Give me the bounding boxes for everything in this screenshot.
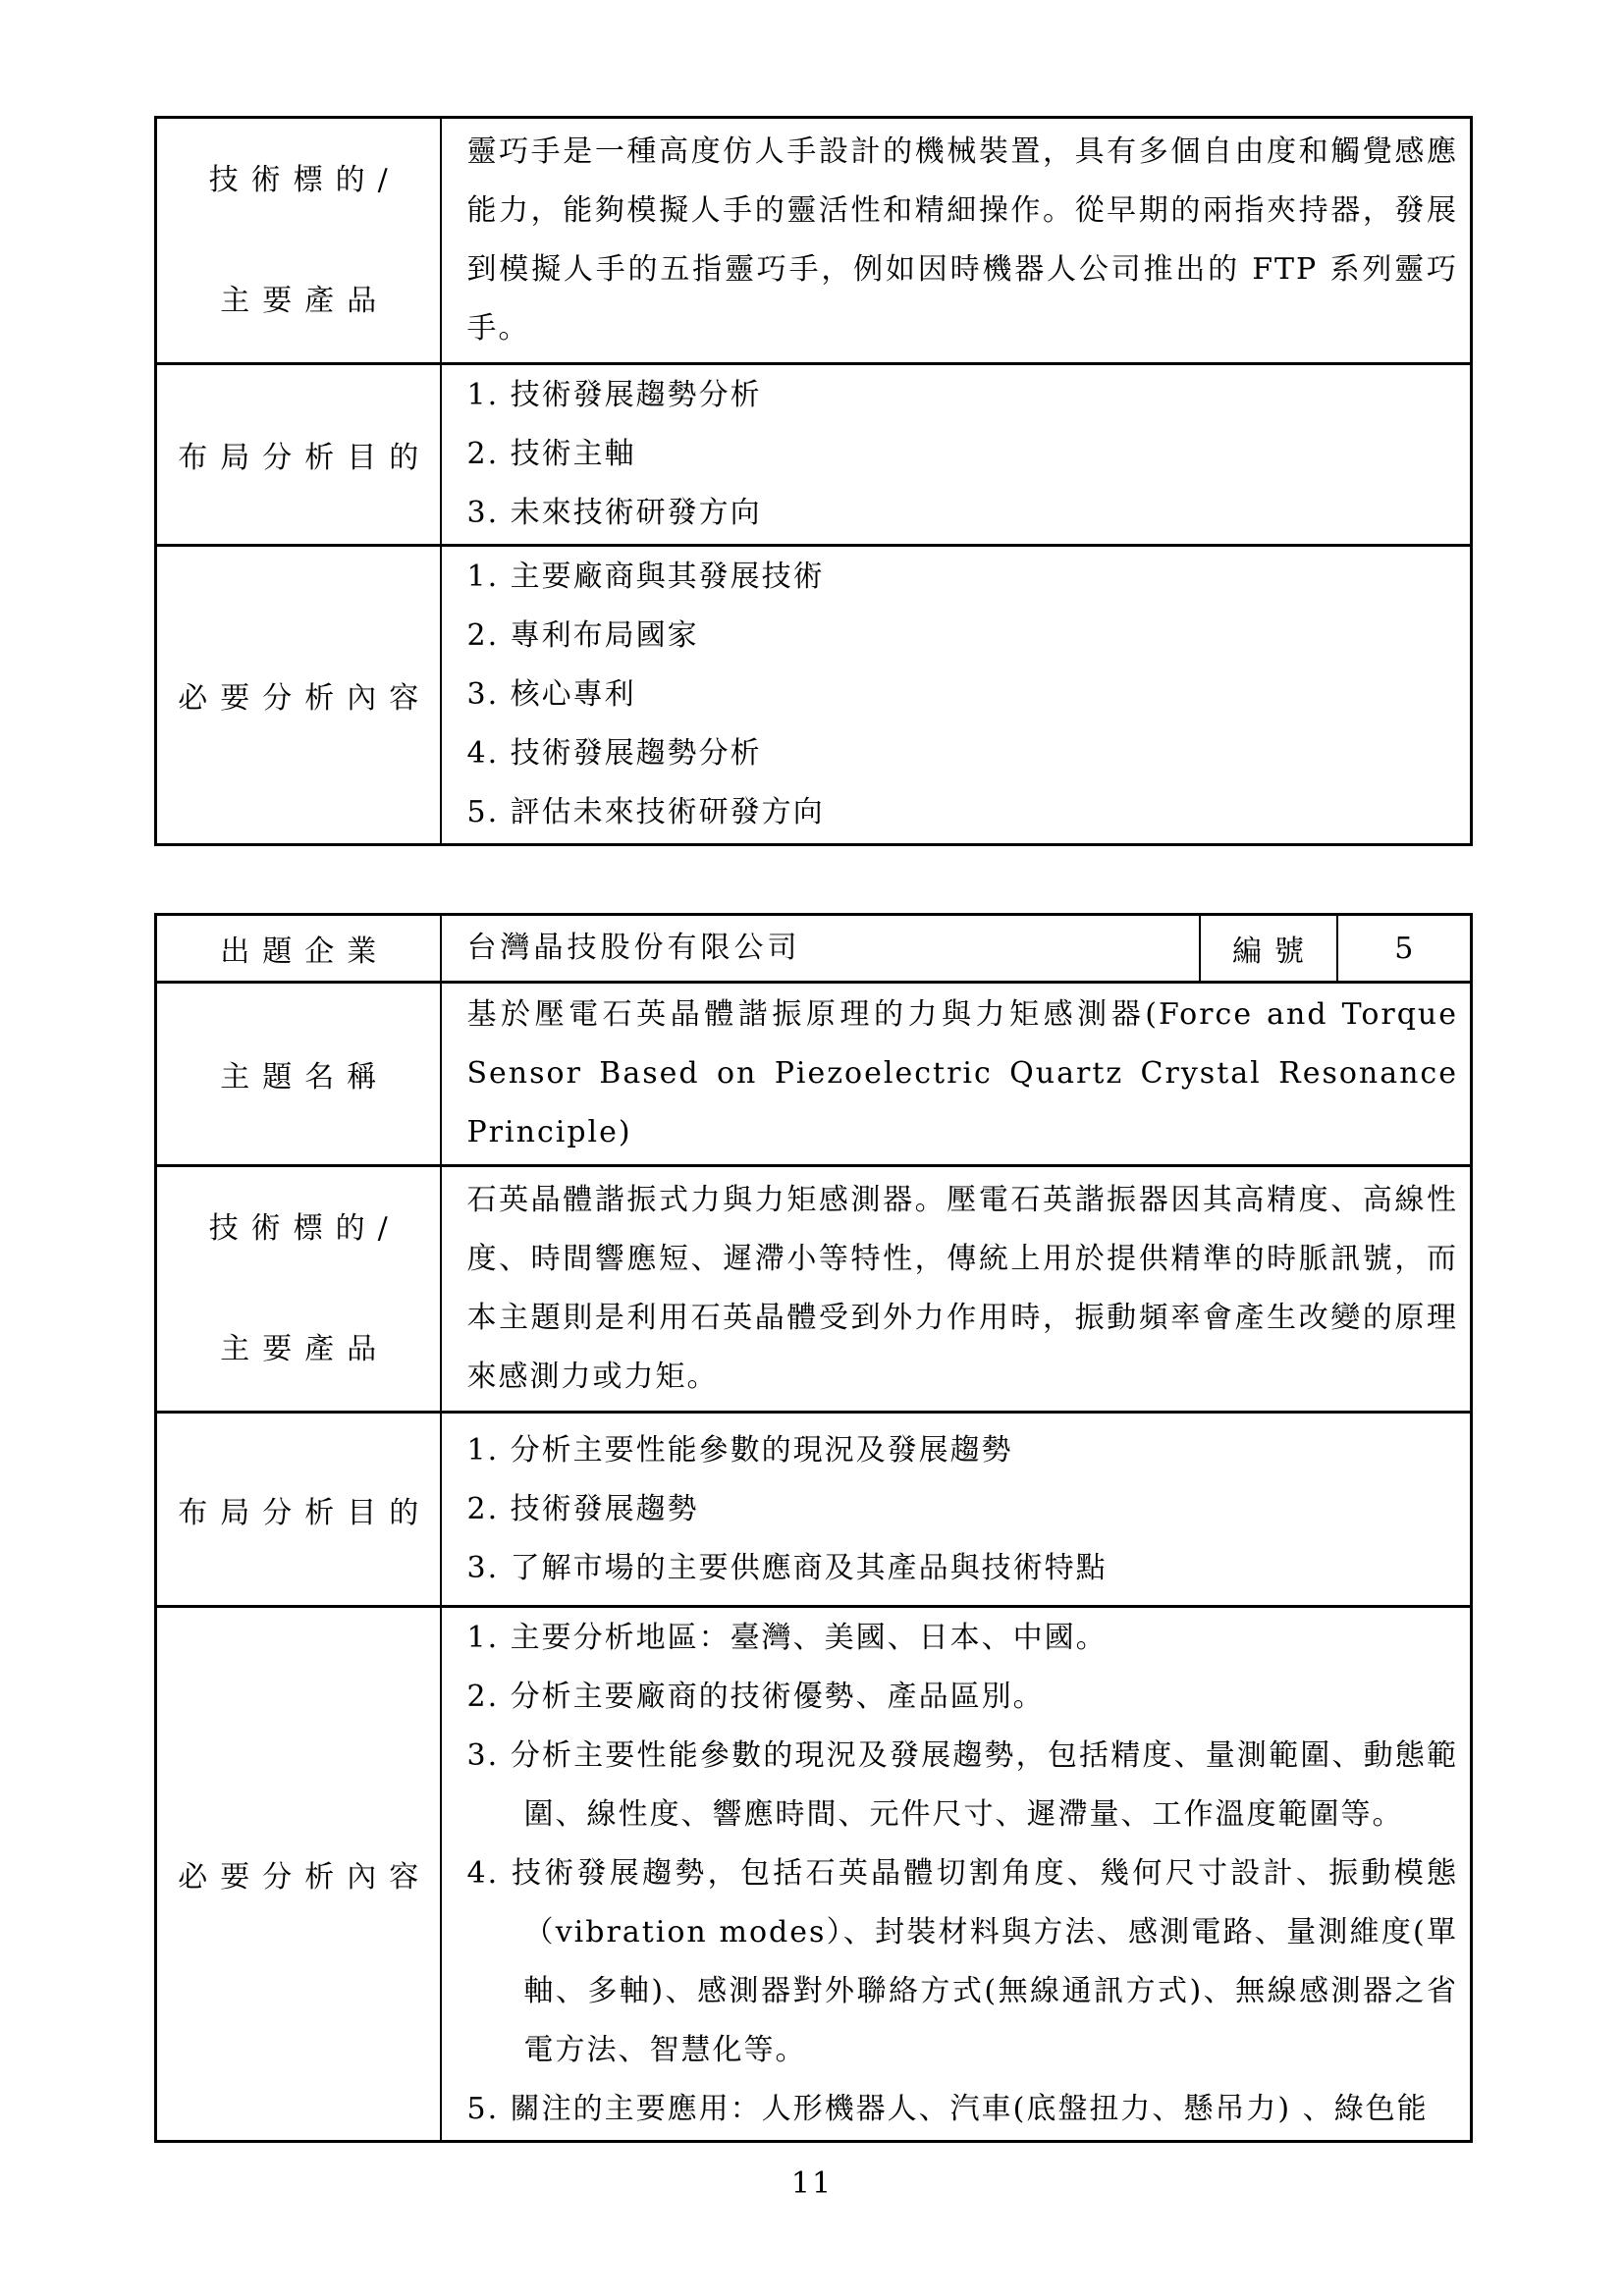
- table-row: [156, 915, 1472, 983]
- table-row: [156, 1166, 1472, 1413]
- table-row: [156, 983, 1472, 1166]
- list-item: 4. 技術發展趨勢，包括石英晶體切割角度、幾何尺寸設計、振動模態（vibration modes）、封裝材料與方法、感測電路、量測維度(單軸、多軸)、感測器對外聯絡方式(無線通訊方式)、無線感測器之省電方法、智慧化等。: [466, 1856, 1458, 2067]
- list-item: 2. 分析主要廠商的技術優勢、產品區別。: [466, 1680, 1045, 1714]
- list-item: 3. 未來技術研發方向: [466, 496, 762, 530]
- list-item: 4. 技術發展趨勢分析: [466, 736, 762, 771]
- table-row: [156, 118, 1472, 364]
- list-item: 5. 評估未來技術研發方向: [466, 795, 825, 829]
- row-label-tech-target: [156, 1166, 441, 1413]
- row-label-required-content: 必要分析內容: [156, 1607, 441, 2142]
- list-item: 2. 技術主軸: [466, 437, 636, 471]
- cell-required-content: [441, 546, 1472, 845]
- cell-company-name: 台灣晶技股份有限公司: [441, 915, 1200, 983]
- table-row: [156, 1607, 1472, 2142]
- paragraph: 基於壓電石英晶體諧振原理的力與力矩感測器(Force and Torque Sensor Based on Piezoelectric Quartz Crystal Resonance Principle): [466, 997, 1458, 1149]
- cell-analysis-purpose-content: [441, 1413, 1472, 1607]
- list-item: 1. 主要廠商與其發展技術: [466, 560, 825, 594]
- table-row: [156, 546, 1472, 845]
- row-label-serial-number: 編號: [1200, 915, 1337, 983]
- row-label-analysis-purpose: 布局分析目的: [156, 1413, 441, 1607]
- list-item: 5. 關注的主要應用：人形機器人、汽車(底盤扭力、懸吊力) 、綠色能: [466, 2092, 1429, 2126]
- table-row: [156, 1413, 1472, 1607]
- cell-tech-target-content: [441, 1166, 1472, 1413]
- list-item: 3. 核心專利: [466, 677, 636, 712]
- page-number: 11: [790, 2166, 834, 2201]
- row-label-line: 技術標的/: [208, 163, 401, 197]
- list-item: 1. 技術發展趨勢分析: [466, 378, 762, 412]
- list-item: 2. 技術發展趨勢: [466, 1491, 699, 1526]
- cell-required-content: [441, 1607, 1472, 2142]
- row-label-line: 技術標的/: [208, 1211, 401, 1246]
- paragraph: 靈巧手是一種高度仿人手設計的機械裝置，具有多個自由度和觸覺感應能力，能夠模擬人手的靈活性和精細操作。從早期的兩指夾持器，發展到模擬人手的五指靈巧手，例如因時機器人公司推出的 FTP 系列靈巧手。: [466, 134, 1458, 346]
- list-item: 1. 主要分析地區：臺灣、美國、日本、中國。: [466, 1621, 1108, 1655]
- list-item: 2. 專利布局國家: [466, 618, 699, 653]
- row-label-required-content: 必要分析內容: [156, 546, 441, 845]
- cell-analysis-purpose-content: [441, 364, 1472, 546]
- topic-table-dexterous-hand: [154, 116, 1473, 846]
- row-label-issuing-company: 出題企業: [156, 915, 441, 983]
- cell-serial-number-value: 5: [1337, 915, 1472, 983]
- table-row: [156, 364, 1472, 546]
- row-label-topic-name: 主題名稱: [156, 983, 441, 1166]
- list-item: 3. 分析主要性能參數的現況及發展趨勢，包括精度、量測範圍、動態範圍、線性度、響應時間、元件尺寸、遲滯量、工作溫度範圍等。: [466, 1738, 1458, 1832]
- row-label-line: 主要產品: [220, 1332, 390, 1366]
- list-item: 1. 分析主要性能參數的現況及發展趨勢: [466, 1432, 1013, 1468]
- row-label-line: 主要產品: [220, 284, 390, 318]
- topic-table-quartz-sensor: [154, 913, 1473, 2143]
- row-label-tech-target: [156, 118, 441, 364]
- row-label-analysis-purpose: 布局分析目的: [156, 364, 441, 546]
- list-item: 3. 了解市場的主要供應商及其產品與技術特點: [466, 1550, 1108, 1585]
- paragraph: 石英晶體諧振式力與力矩感測器。壓電石英諧振器因其高精度、高線性度、時間響應短、遲滯小等特性，傳統上用於提供精準的時脈訊號，而本主題則是利用石英晶體受到外力作用時，振動頻率會產生改變的原理來感測力或力矩。: [466, 1183, 1458, 1394]
- cell-topic-name-content: [441, 983, 1472, 1166]
- cell-tech-target-content: [441, 118, 1472, 364]
